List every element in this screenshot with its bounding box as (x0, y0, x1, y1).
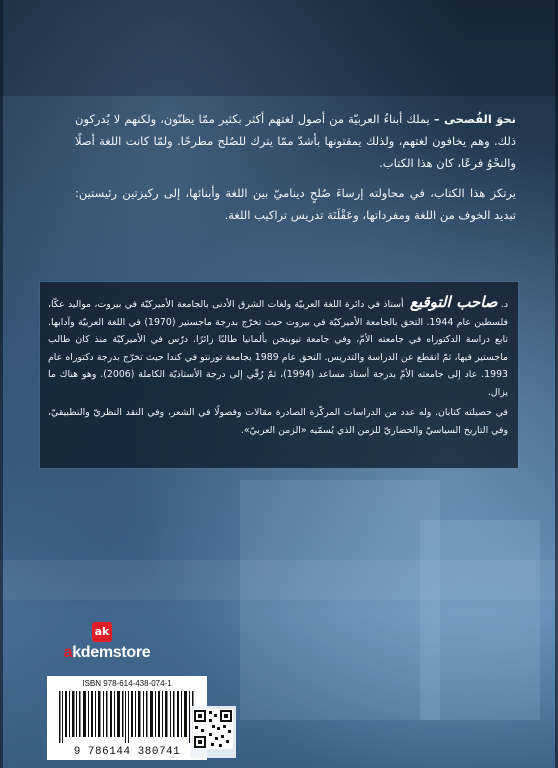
bio-title: د. (500, 299, 508, 310)
publisher-name-rest: kdemstore (72, 644, 151, 661)
bio-text-1: أستاذ في دائرة اللغة العربيّة ولغات الشرق الأدنى بالجامعة الأميركيّة في بيروت، مواليد عكّا، فلسطين عام 1944. التحق بالجامعة الأميركيّة في بيروت حيث تخرّج بدرجة ماجستير (1970) في اللغة العربيّة وآدابها. تابع دراسة الدكتوراه في جامعته الأمّ، وفي جامعة تيوبنجن بألمانيا طالبًا زائرًا. درّس في الأميركيّة منذ كان طالب ماجستير فيها، ثمّ انقطع عن الدراسة والتدريس. التحق عام 1989 بجامعة تورنتو في كندا حيث تخرّج بدرجة دكتوراه عام 1993. عاد إلى جامعته الأمّ بدرجة أستاذ مساعد (1994)، ثمّ رُقّي إلى درجة الأستاذيّة الكاملة (2006). وهو هناك ما يزال. (48, 299, 508, 398)
blurb-body: يملك أبناءُ العربيّة من أصول لغتهم أكثر بكثير ممّا يظنّون، ولكنهم لا يُدركون ذلك. وهم يخافون لغتهم، ولذلك يمقتونها بأشدّ ممّا يترك للصُلح مطرحًا. ولمّا كانت اللغة أصلًا والنحْوُ فرعًا، كان هذا الكتاب. (75, 112, 516, 170)
shopping-bag-icon: ak (92, 622, 112, 642)
blurb-lead: نحوَ الفُصحى – (433, 112, 516, 126)
author-signature: صاحب التوقيع (409, 293, 498, 311)
author-bio (48, 294, 508, 442)
publisher-logo[interactable] (52, 622, 162, 668)
decorative-streak (0, 0, 558, 96)
blurb-paragraph-1 (75, 108, 516, 174)
qr-code-pattern (193, 709, 233, 749)
decorative-streak (420, 520, 540, 720)
barcode-bars (57, 691, 197, 743)
back-cover-blurb (75, 108, 516, 234)
bio-paragraph-1 (48, 294, 508, 401)
bio-paragraph-2: في حصيلته كتابان. وله عدد من الدراسات المركّزة الصادرة مقالات وفصولًا في الشعر، وفي النقد النظريّ والتطبيقيّ، وفي التاريخ السياسيّ والحضاريّ للزمن الذي يُسمّيه «الزمن العربيّ». (48, 407, 508, 436)
publisher-name-accent: a (63, 644, 73, 661)
isbn-label: ISBN 978-614-438-074-1 (82, 679, 172, 688)
decorative-streak (0, 560, 558, 600)
isbn-barcode (47, 676, 207, 760)
isbn-digits: 9 786144 380741 (73, 746, 181, 758)
decorative-streak (240, 480, 440, 720)
blurb-paragraph-2: يرتكز هذا الكتاب، في محاولته إرساءَ صُلحٍ ديناميّ بين اللغة وأبنائها، إلى ركيزتين رئيستين: تبديد الخوف من اللغة ومفرداتها، وعَقْلَنَة تدريس تراكيب اللغة. (75, 186, 516, 222)
qr-code-icon[interactable] (190, 706, 236, 758)
publisher-name (52, 644, 162, 662)
